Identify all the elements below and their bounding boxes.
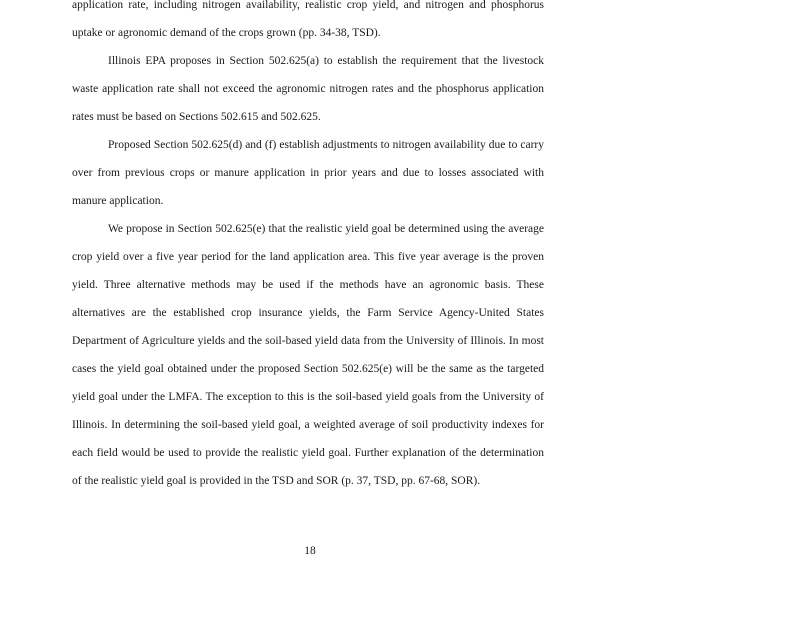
body-text [72,0,544,495]
page-number: 18 [304,545,316,557]
paragraph-continuation: application rate, including nitrogen availability, realistic crop yield, and nitrogen and phosphorus uptake or agronomic demand of the crops grown (pp. 34-38, TSD). [72,0,544,39]
paragraph-agronomic-rate: Illinois EPA proposes in Section 502.625(a) to establish the requirement that the livestock waste application rate shall not exceed the agronomic nitrogen rates and the phosphorus application rates must be based on Sections 502.615 and 502.625. [72,55,544,123]
paragraph-nitrogen-adjustments: Proposed Section 502.625(d) and (f) establish adjustments to nitrogen availability due to carry over from previous crops or manure application in prior years and due to losses associated with manure application. [72,139,544,207]
paragraph-realistic-yield-goal: We propose in Section 502.625(e) that the realistic yield goal be determined using the average crop yield over a five year period for the land application area. This five year average is the proven yield. Three alternative methods may be used if the methods have an agronomic basis. These alternatives are the established crop insurance yields, the Farm Service Agency-United States Department of Agriculture yields and the soil-based yield data from the University of Illinois. In most cases the yield goal obtained under the proposed Section 502.625(e) will be the same as the targeted yield goal under the LMFA. The exception to this is the soil-based yield goals from the University of Illinois. In determining the soil-based yield goal, a weighted average of soil productivity indexes for each field would be used to provide the realistic yield goal. Further explanation of the determination of the realistic yield goal is provided in the TSD and SOR (p. 37, TSD, pp. 67-68, SOR). [72,223,544,487]
